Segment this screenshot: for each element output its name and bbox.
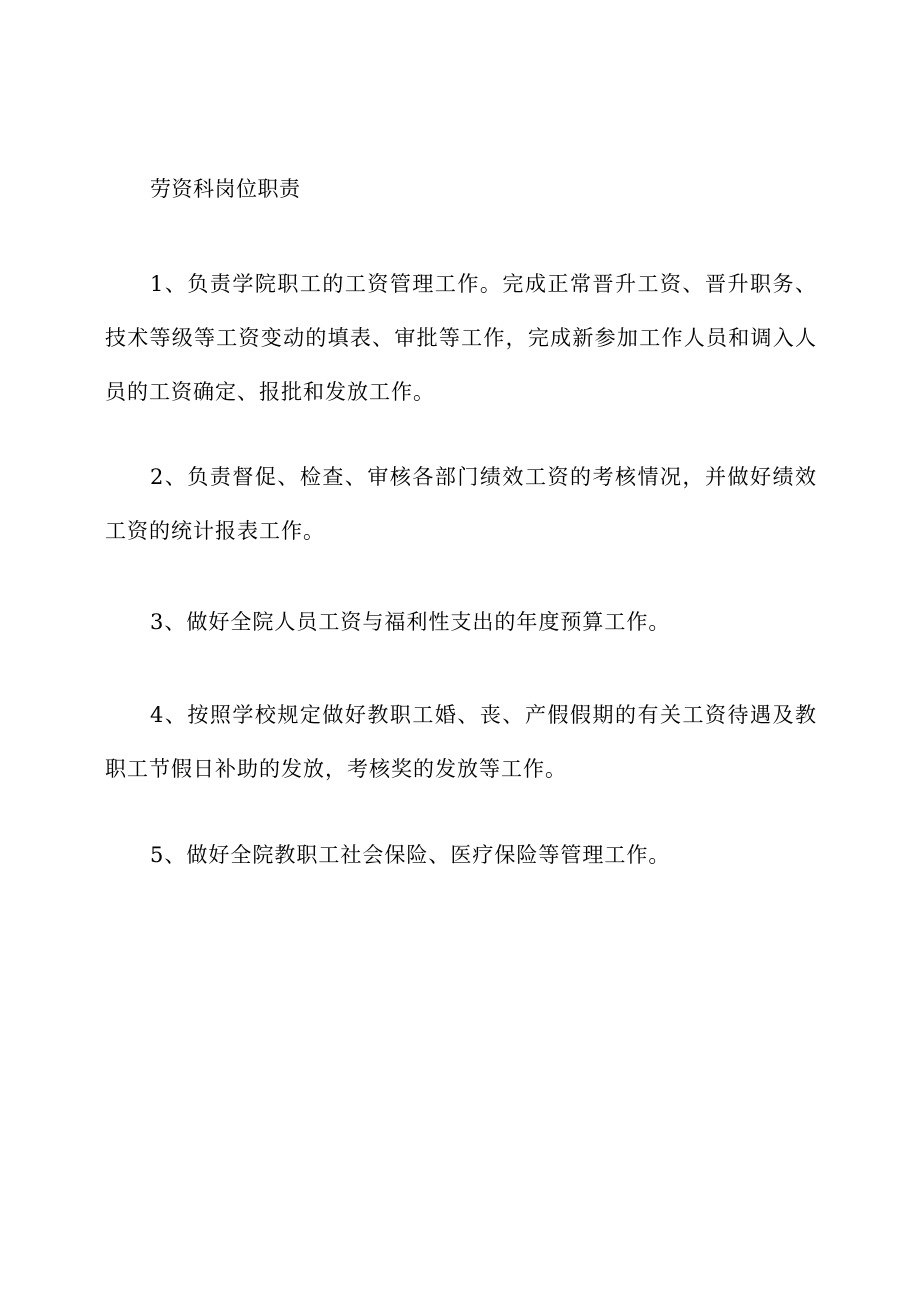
duty-paragraph-5: 5、做好全院教职工社会保险、医疗保险等管理工作。 xyxy=(150,843,671,867)
document-title: 劳资科岗位职责 xyxy=(150,177,301,201)
duty-paragraph-3: 3、做好全院人员工资与福利性支出的年度预算工作。 xyxy=(150,610,671,634)
duty-paragraph-4: 4、按照学校规定做好教职工婚、丧、产假假期的有关工资待遇及教职工节假日补助的发放，考核奖的发放等工作。 xyxy=(105,703,817,781)
duty-paragraph-1: 1、负责学院职工的工资管理工作。完成正常晋升工资、晋升职务、技术等级等工资变动的填表、审批等工作，完成新参加工作人员和调入人员的工资确定、报批和发放工作。 xyxy=(105,272,817,404)
duty-paragraph-2: 2、负责督促、检查、审核各部门绩效工资的考核情况，并做好绩效工资的统计报表工作。 xyxy=(105,465,817,543)
